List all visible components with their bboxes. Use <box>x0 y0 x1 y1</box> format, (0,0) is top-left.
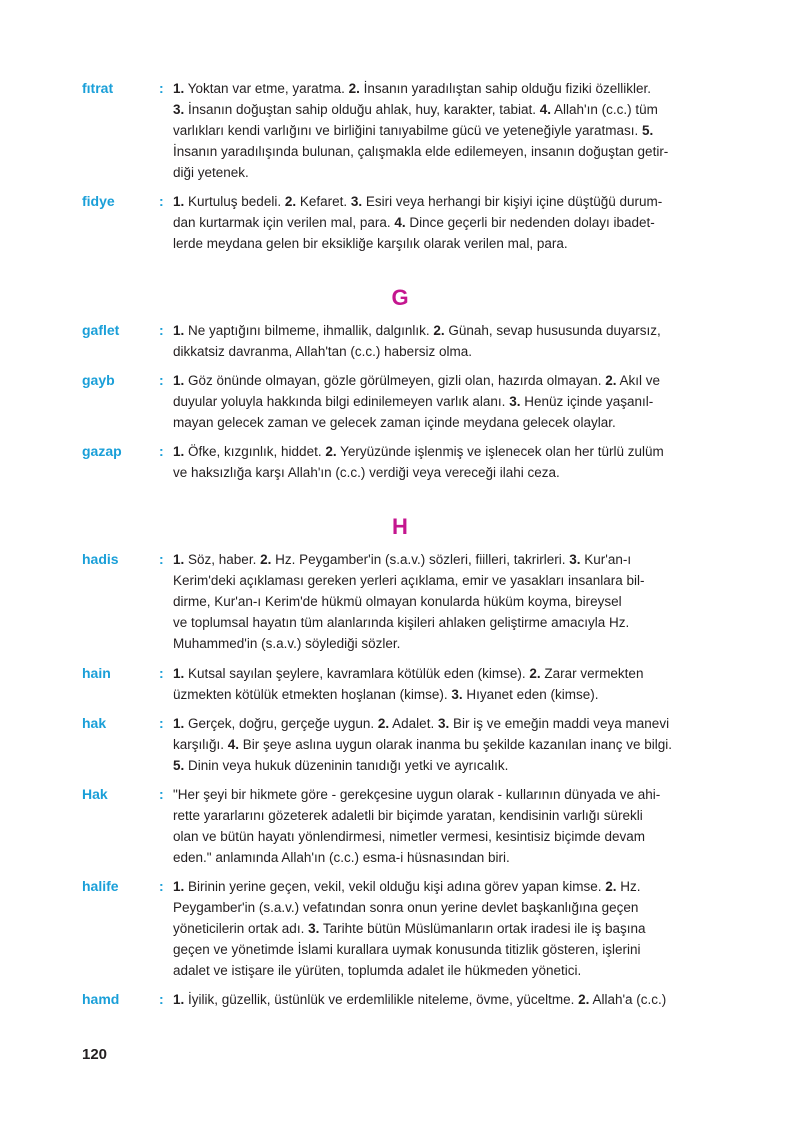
definition-line: rette yararlarını gözeterek adaletli bir biçimde yaratan, kendisinin varlığı sürekli <box>173 808 643 823</box>
definition-line: ve haksızlığa karşı Allah'ın (c.c.) verdiği veya vereceği ilahi ceza. <box>173 465 560 480</box>
glossary-entry-fidye <box>82 191 702 254</box>
term: hamd <box>82 991 120 1007</box>
section-letter-h: H <box>392 514 408 539</box>
definition-line: eden." anlamında Allah'ın (c.c.) esma-i hüsnasından biri. <box>173 850 510 865</box>
enumeration-marker: 2. <box>529 666 541 681</box>
enumeration-marker: 3. <box>350 194 363 209</box>
colon: : <box>159 715 164 731</box>
enumeration-marker: 1. <box>173 552 185 567</box>
enumeration-marker: 2. <box>260 552 272 567</box>
colon: : <box>159 551 164 567</box>
definition-line: 5. Dinin veya hukuk düzeninin tanıdığı yetki ve ayrıcalık. <box>173 758 509 773</box>
definition-line: 1. Birinin yerine geçen, vekil, vekil olduğu kişi adına görev yapan kimse. 2. Hz. <box>173 879 641 894</box>
glossary-entry-gayb <box>82 370 702 433</box>
page-number: 120 <box>82 1046 108 1063</box>
definition-line: adalet ve istişare ile yürüten, toplumda adalet ile hükmeden yönetici. <box>173 963 582 978</box>
enumeration-marker: 1. <box>173 444 185 459</box>
definition <box>173 191 702 254</box>
glossary-entry-hadis <box>82 549 702 654</box>
definition <box>173 713 702 776</box>
definition-line: Peygamber'in (s.a.v.) vefatından sonra onun yerine devlet başkanlığına geçen <box>173 900 639 915</box>
term: gazap <box>82 443 122 459</box>
colon: : <box>159 443 164 459</box>
definition-line: diği yetenek. <box>173 165 249 180</box>
enumeration-marker: 3. <box>509 394 521 409</box>
definition <box>173 549 702 654</box>
colon: : <box>159 372 164 388</box>
colon: : <box>159 322 164 338</box>
definition <box>173 370 702 433</box>
glossary-entry-hain <box>82 663 702 705</box>
enumeration-marker: 1. <box>173 323 185 338</box>
glossary-entry-halife <box>82 876 702 981</box>
colon: : <box>159 665 164 681</box>
enumeration-marker: 3. <box>437 716 450 731</box>
definition-line: İnsanın yaradılışında bulunan, çalışmakla elde edilemeyen, insanın doğuştan getir- <box>173 144 669 159</box>
definition-line: ve toplumsal hayatın tüm alanlarında kişileri ahlaken geliştirme amacıyla Hz. <box>173 615 630 630</box>
glossary-entry-gaflet <box>82 320 702 362</box>
definition <box>173 78 702 183</box>
definition-line: duyular yoluyla hakkında bilgi edinilemeyen varlık alanı. 3. Henüz içinde yaşanıl- <box>173 394 654 409</box>
glossary-entry-fitrat <box>82 78 702 183</box>
definition-line: geçen ve yönetimde İslami kurallara uymak konusunda titizlik gösteren, işlerini <box>173 942 641 957</box>
definition <box>173 784 702 868</box>
definition-line: Kerim'deki açıklaması gereken yerleri açıklama, emir ve yasakları insanlara bil- <box>173 573 645 588</box>
term: hadis <box>82 551 119 567</box>
enumeration-marker: 1. <box>173 194 185 209</box>
definition-line: 1. Ne yaptığını bilmeme, ihmallik, dalgınlık. 2. Günah, sevap hususunda duyarsız, <box>173 323 661 338</box>
definition-line: 3. İnsanın doğuştan sahip olduğu ahlak, huy, karakter, tabiat. 4. Allah'ın (c.c.) tüm <box>173 102 658 117</box>
definition-line: olan ve bütün hayatı yönlendirmesi, nimetler vermesi, kesintisiz biçimde devam <box>173 829 645 844</box>
definition-line: 1. Söz, haber. 2. Hz. Peygamber'in (s.a.v.) sözleri, fiilleri, takrirleri. 3. Kur'an-ı <box>173 552 632 567</box>
enumeration-marker: 5. <box>641 123 654 138</box>
definition <box>173 320 702 362</box>
glossary-entry-hak <box>82 713 702 776</box>
enumeration-marker: 1. <box>173 81 185 96</box>
term: hain <box>82 665 111 681</box>
enumeration-marker: 1. <box>173 373 185 388</box>
glossary-entry-hak-name <box>82 784 702 868</box>
enumeration-marker: 1. <box>173 666 185 681</box>
colon: : <box>159 786 164 802</box>
definition-line: dikkatsiz davranma, Allah'tan (c.c.) habersiz olma. <box>173 344 472 359</box>
section-letter-g: G <box>391 285 409 310</box>
enumeration-marker: 1. <box>173 879 185 894</box>
enumeration-marker: 2. <box>433 323 445 338</box>
definition-line: Muhammed'in (s.a.v.) söylediği sözler. <box>173 636 401 651</box>
enumeration-marker: 4. <box>539 102 552 117</box>
definition-line: 1. Kurtuluş bedeli. 2. Kefaret. 3. Esiri veya herhangi bir kişiyi içine düştüğü durum- <box>173 194 663 209</box>
definition-line: karşılığı. 4. Bir şeye aslına uygun olarak inanma bu şekilde kazanılan inanç ve bilgi. <box>173 737 673 752</box>
definition-line: 1. Göz önünde olmayan, gözle görülmeyen, gizli olan, hazırda olmayan. 2. Akıl ve <box>173 373 661 388</box>
colon: : <box>159 878 164 894</box>
definition <box>173 663 702 705</box>
definition-line: üzmekten kötülük etmekten hoşlanan (kimse). 3. Hıyanet eden (kimse). <box>173 687 599 702</box>
term: gayb <box>82 372 115 388</box>
enumeration-marker: 1. <box>173 992 185 1007</box>
term: gaflet <box>82 322 120 338</box>
colon: : <box>159 991 164 1007</box>
enumeration-marker: 2. <box>284 194 297 209</box>
definition-line: 1. Kutsal sayılan şeylere, kavramlara kötülük eden (kimse). 2. Zarar vermekten <box>173 666 644 681</box>
enumeration-marker: 2. <box>325 444 337 459</box>
definition-line: "Her şeyi bir hikmete göre - gerekçesine uygun olarak - kullarının dünyada ve ahi- <box>173 787 661 802</box>
glossary-entry-gazap <box>82 441 702 483</box>
enumeration-marker: 1. <box>173 716 185 731</box>
term: hak <box>82 715 107 731</box>
term: fıtrat <box>82 80 114 96</box>
definition-line: dan kurtarmak için verilen mal, para. 4. Dince geçerli bir nedenden dolayı ibadet- <box>173 215 655 230</box>
colon: : <box>159 80 164 96</box>
definition <box>173 441 702 483</box>
enumeration-marker: 2. <box>605 373 617 388</box>
enumeration-marker: 3. <box>173 102 185 117</box>
enumeration-marker: 3. <box>569 552 581 567</box>
term: fidye <box>82 193 115 209</box>
definition <box>173 989 702 1010</box>
definition-line: 1. İyilik, güzellik, üstünlük ve erdemlilikle niteleme, övme, yüceltme. 2. Allah'a (c.c.) <box>173 992 667 1007</box>
definition-line: dirme, Kur'an-ı Kerim'de hükmü olmayan konularda hüküm koyma, bireysel <box>173 594 622 609</box>
enumeration-marker: 4. <box>227 737 240 752</box>
enumeration-marker: 3. <box>451 687 463 702</box>
definition-line: 1. Gerçek, doğru, gerçeğe uygun. 2. Adalet. 3. Bir iş ve emeğin maddi veya manevi <box>173 716 670 731</box>
definition-line: 1. Öfke, kızgınlık, hiddet. 2. Yeryüzünde işlenmiş ve işlenecek olan her türlü zulüm <box>173 444 664 459</box>
enumeration-marker: 2. <box>578 992 590 1007</box>
definition-line: mayan gelecek zaman ve gelecek zaman içinde meydana gelecek olaylar. <box>173 415 616 430</box>
glossary-entry-hamd <box>82 989 702 1010</box>
enumeration-marker: 2. <box>348 81 360 96</box>
definition-line: lerde meydana gelen bir eksikliğe karşılık olarak verilen mal, para. <box>173 236 568 251</box>
term: halife <box>82 878 119 894</box>
term: Hak <box>82 786 108 802</box>
enumeration-marker: 2. <box>377 716 390 731</box>
enumeration-marker: 4. <box>394 215 406 230</box>
definition-line: varlıkları kendi varlığını ve birliğini tanıyabilme gücü ve yeteneğiyle yaratması. 5. <box>173 123 654 138</box>
colon: : <box>159 193 164 209</box>
enumeration-marker: 3. <box>308 921 320 936</box>
definition-line: yöneticilerin ortak adı. 3. Tarihte bütün Müslümanların ortak iradesi ile iş başına <box>173 921 646 936</box>
enumeration-marker: 5. <box>173 758 185 773</box>
definition <box>173 876 702 981</box>
definition-line: 1. Yoktan var etme, yaratma. 2. İnsanın yaradılıştan sahip olduğu fiziki özellikler. <box>173 81 652 96</box>
enumeration-marker: 2. <box>605 879 617 894</box>
